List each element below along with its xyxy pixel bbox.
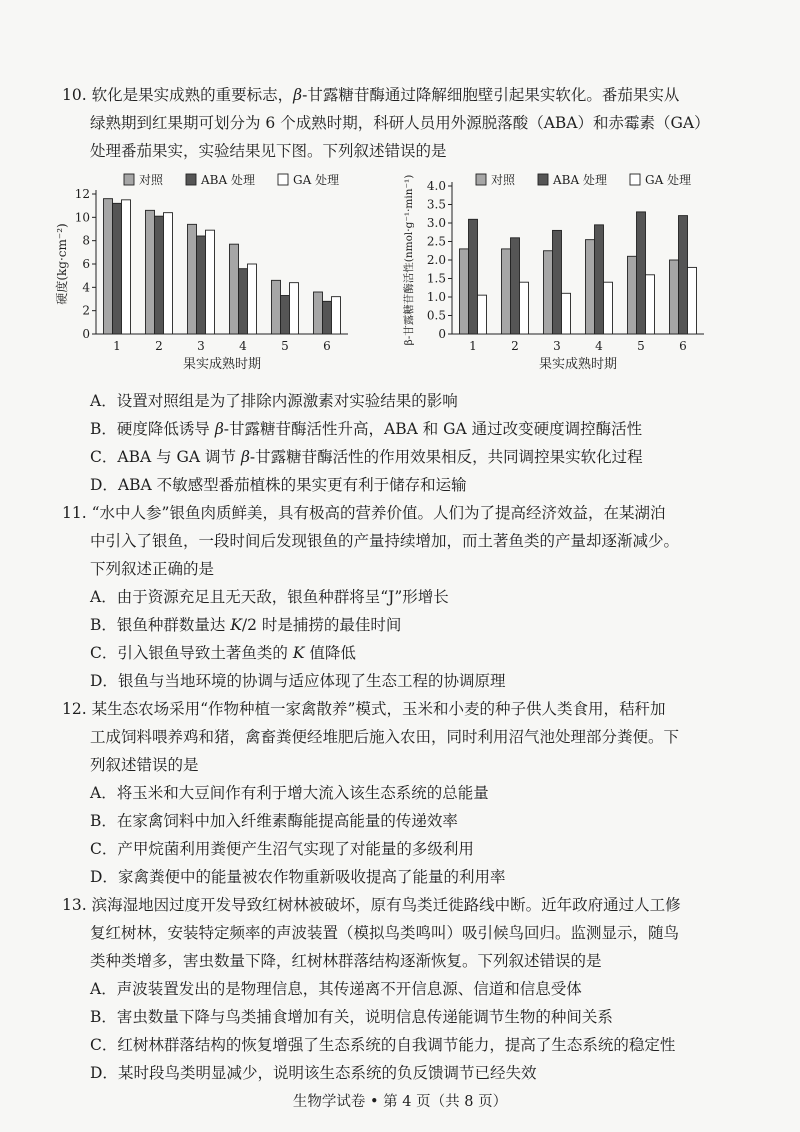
bar (553, 230, 562, 334)
x-axis-label: 果实成熟时期 (538, 357, 618, 372)
bar (469, 219, 478, 334)
bar (478, 295, 487, 334)
bar (239, 269, 248, 334)
bar (164, 213, 173, 334)
y-tick-label: 3.5 (426, 197, 446, 212)
bar (679, 216, 688, 334)
bar (595, 225, 604, 334)
legend-label: 对照 (491, 173, 516, 187)
legend-label: GA 处理 (645, 173, 692, 187)
q11-line-3: 下列叙述正确的是 (90, 560, 215, 578)
bar (511, 238, 520, 334)
hardness-bar-chart (52, 168, 372, 382)
x-tick-label: 4 (239, 339, 247, 353)
q13-number: 13. (62, 896, 87, 914)
y-axis-label: 硬度(kg·cm⁻²) (55, 223, 69, 305)
bar (688, 267, 697, 334)
bar (332, 297, 341, 334)
x-tick-label: 6 (323, 339, 331, 353)
q10-number: 10. (62, 86, 87, 104)
q10-option-c: C．ABA 与 GA 调节 β-甘露糖苷酶活性的作用效果相反，共同调控果实软化过程 (90, 448, 643, 466)
x-tick-label: 1 (469, 339, 477, 353)
q10-line-1: 10. 软化是果实成熟的重要标志，β-甘露糖苷酶通过降解细胞壁引起果实软化。番茄果实从 (62, 86, 680, 104)
y-axis-label: β-甘露糖苷酶活性(nmol·g⁻¹·min⁻¹) (403, 174, 415, 346)
bar (562, 293, 571, 334)
q12-number: 12. (62, 700, 87, 718)
bar (206, 230, 215, 334)
q12-option-d: D．家禽粪便中的能量被农作物重新吸收提高了能量的利用率 (90, 868, 506, 886)
bar (520, 282, 529, 334)
q12-line-3: 列叙述错误的是 (90, 756, 199, 774)
q10-line-3: 处理番茄果实，实验结果见下图。下列叙述错误的是 (90, 142, 447, 160)
bar (248, 264, 257, 334)
q12-line-1: 12. 某生态农场采用“作物种植一家禽散养”模式，玉米和小麦的种子供人类食用，秸秆加 (62, 700, 666, 718)
bar (544, 251, 553, 334)
y-tick-label: 3.0 (426, 216, 446, 230)
bar (604, 282, 613, 334)
bar (460, 249, 469, 334)
q13-option-b: B．害虫数量下降与鸟类捕食增加有关，说明信息传递能调节生物的种间关系 (90, 1008, 613, 1026)
q10-option-d: D．ABA 不敏感型番茄植株的果实更有利于储存和运输 (90, 476, 467, 494)
q10-option-b: B．硬度降低诱导 β-甘露糖苷酶活性升高，ABA 和 GA 通过改变硬度调控酶活性 (90, 420, 643, 438)
q11-line-1: 11. “水中人参”银鱼肉质鲜美，具有极高的营养价值。人们为了提高经济效益，在某湖泊 (62, 504, 666, 522)
q12-option-c: C．产甲烷菌利用粪便产生沼气实现了对能量的多级利用 (90, 840, 474, 858)
legend-swatch (538, 174, 548, 185)
y-tick-label: 10 (74, 210, 90, 225)
q12-option-a: A．将玉米和大豆间作有利于增大流入该生态系统的总能量 (90, 784, 489, 802)
x-tick-label: 1 (113, 339, 121, 353)
legend-label: GA 处理 (293, 173, 340, 187)
x-tick-label: 3 (197, 339, 205, 353)
bar (113, 203, 122, 334)
q11-option-b: B．银鱼种群数量达 K/2 时是捕捞的最佳时间 (90, 616, 402, 634)
bar (323, 301, 332, 334)
bar (314, 292, 323, 334)
x-tick-label: 6 (679, 339, 687, 353)
y-tick-label: 1.5 (426, 271, 446, 286)
bar (586, 240, 595, 334)
legend-swatch (630, 174, 640, 185)
q13-option-c: C．红树林群落结构的恢复增强了生态系统的自我调节能力，提高了生态系统的稳定性 (90, 1036, 676, 1054)
legend-label: ABA 处理 (553, 173, 607, 187)
q13-option-d: D．某时段鸟类明显减少，说明该生态系统的负反馈调节已经失效 (90, 1064, 537, 1082)
bar (188, 224, 197, 334)
y-tick-label: 0.5 (426, 308, 446, 323)
x-tick-label: 4 (595, 339, 603, 353)
legend-label: ABA 处理 (201, 173, 255, 187)
bar (155, 216, 164, 334)
bar (290, 283, 299, 334)
legend-swatch (476, 174, 486, 185)
x-tick-label: 5 (637, 339, 645, 353)
q13-line-2: 复红树林，安装特定频率的声波装置（模拟鸟类鸣叫）吸引候鸟回归。监测显示，随鸟 (90, 924, 680, 942)
q11-line-2: 中引入了银鱼，一段时间后发现银鱼的产量持续增加，而土著鱼类的产量却逐渐减少。 (90, 532, 680, 550)
bar (637, 212, 646, 334)
bar (197, 236, 206, 334)
x-tick-label: 2 (155, 339, 163, 353)
y-tick-label: 2.0 (426, 253, 446, 267)
y-tick-label: 4 (82, 280, 90, 295)
y-tick-label: 4.0 (426, 179, 446, 193)
bar (502, 249, 511, 334)
q13-option-a: A．声波装置发出的是物理信息，其传递离不开信息源、信道和信息受体 (90, 980, 582, 998)
y-tick-label: 8 (82, 233, 90, 248)
x-tick-label: 2 (511, 339, 519, 353)
q11-option-d: D．银鱼与当地环境的协调与适应体现了生态工程的协调原理 (90, 672, 506, 690)
q11-option-a: A．由于资源充足且无天敌，银鱼种群将呈“J”形增长 (90, 588, 449, 606)
q12-line-2: 工成饲料喂养鸡和猪，禽畜粪便经堆肥后施入农田，同时利用沼气池处理部分粪便。下 (90, 728, 680, 746)
bar (146, 210, 155, 334)
x-tick-label: 5 (281, 339, 289, 353)
legend-swatch (278, 174, 288, 185)
legend-label: 对照 (139, 173, 164, 187)
y-tick-label: 0 (82, 327, 90, 341)
q11-number: 11. (62, 504, 87, 522)
bar (628, 256, 637, 334)
y-tick-label: 2.5 (426, 234, 446, 249)
q10-option-a: A．设置对照组是为了排除内源激素对实验结果的影响 (90, 392, 458, 410)
bar (646, 275, 655, 334)
legend-swatch (124, 174, 134, 185)
y-tick-label: 0 (438, 327, 446, 341)
q12-option-b: B．在家禽饲料中加入纤维素酶能提高能量的传递效率 (90, 812, 458, 830)
x-tick-label: 3 (553, 339, 561, 353)
enzyme-activity-bar-chart (400, 168, 730, 382)
y-tick-label: 1.0 (426, 290, 446, 304)
q13-line-1: 13. 滨海湿地因过度开发导致红树林被破坏，原有鸟类迁徙路线中断。近年政府通过人工修 (62, 896, 681, 914)
q10-line-2: 绿熟期到红果期可划分为 6 个成熟时期，科研人员用外源脱落酸（ABA）和赤霉素（GA） (90, 114, 710, 132)
y-tick-label: 6 (82, 257, 90, 271)
legend-swatch (186, 174, 196, 185)
bar (104, 199, 113, 334)
q11-option-c: C．引入银鱼导致土著鱼类的 K 值降低 (90, 644, 356, 662)
bar (281, 296, 290, 335)
y-tick-label: 2 (82, 303, 90, 318)
bar (230, 244, 239, 334)
bar (670, 260, 679, 334)
page-footer: 生物学试卷 • 第 4 页（共 8 页） (292, 1094, 508, 1110)
x-axis-label: 果实成熟时期 (182, 357, 262, 372)
bar (272, 280, 281, 334)
y-tick-label: 12 (74, 187, 90, 201)
bar (122, 200, 131, 334)
q13-line-3: 类种类增多，害虫数量下降，红树林群落结构逐渐恢复。下列叙述错误的是 (90, 952, 602, 970)
